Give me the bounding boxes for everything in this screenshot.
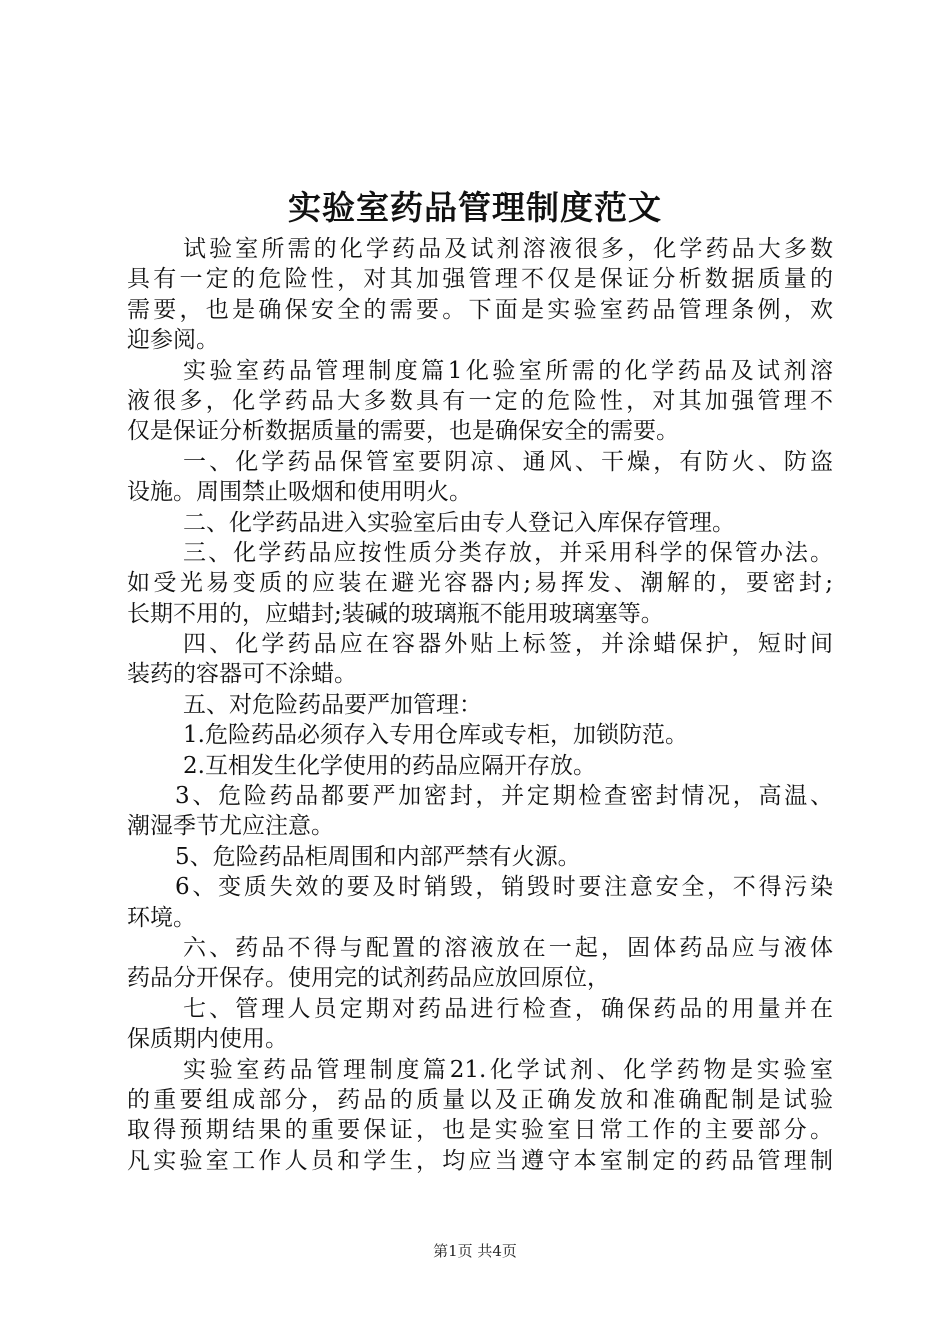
text-line: 实验室药品管理制度篇21.化学试剂、化学药物是实验室 [183, 1056, 833, 1083]
text-line: 三、化学药品应按性质分类存放，并采用科学的保管办法。 [183, 539, 833, 566]
text-line: 6、变质失效的要及时销毁，销毁时要注意安全，不得污染 [175, 874, 833, 901]
text-line: 长期不用的，应蜡封;装碱的玻璃瓶不能用玻璃塞等。 [127, 600, 664, 627]
text-line: 迎参阅。 [127, 327, 219, 354]
text-line: 四、化学药品应在容器外贴上标签，并涂蜡保护，短时间 [183, 631, 833, 658]
text-line: 环境。 [127, 904, 196, 931]
text-line: 五、对危险药品要严加管理： [183, 691, 482, 718]
text-line: 六、药品不得与配置的溶液放在一起，固体药品应与液体 [183, 934, 833, 961]
text-line: 七、管理人员定期对药品进行检查，确保药品的用量并在 [183, 995, 833, 1022]
document-body [127, 234, 833, 1176]
text-line: 2.互相发生化学使用的药品应隔开存放。 [183, 752, 596, 779]
text-line: 3、危险药品都要严加密封，并定期检查密封情况，高温、 [175, 783, 833, 810]
text-line: 设施。周围禁止吸烟和使用明火。 [127, 479, 472, 506]
text-line: 药品分开保存。使用完的试剂药品应放回原位， [127, 965, 610, 992]
text-line: 凡实验室工作人员和学生，均应当遵守本室制定的药品管理制 [127, 1147, 833, 1174]
page-footer: 第1页 共4页 [433, 1242, 517, 1260]
text-line: 一、化学药品保管室要阴凉、通风、干燥，有防火、防盗 [183, 448, 833, 475]
text-line: 试验室所需的化学药品及试剂溶液很多，化学药品大多数 [183, 236, 833, 262]
text-line: 潮湿季节尤应注意。 [127, 813, 334, 840]
text-line: 保质期内使用。 [127, 1026, 288, 1053]
text-line: 如受光易变质的应装在避光容器内;易挥发、潮解的，要密封; [127, 570, 833, 597]
text-line: 液很多，化学药品大多数具有一定的危险性，对其加强管理不 [127, 387, 833, 414]
text-line: 需要，也是确保安全的需要。下面是实验室药品管理条例，欢 [127, 296, 833, 323]
text-line: 的重要组成部分，药品的质量以及正确发放和准确配制是试验 [127, 1086, 833, 1113]
text-line: 二、化学药品进入实验室后由专人登记入库保存管理。 [183, 509, 735, 536]
document-title: 实验室药品管理制度范文 [288, 188, 662, 227]
text-line: 装药的容器可不涂蜡。 [127, 661, 357, 688]
text-line: 具有一定的危险性，对其加强管理不仅是保证分析数据质量的 [127, 266, 833, 293]
text-line: 取得预期结果的重要保证，也是实验室日常工作的主要部分。 [127, 1117, 833, 1144]
text-line: 仅是保证分析数据质量的需要，也是确保安全的需要。 [127, 418, 679, 445]
text-line: 5、危险药品柜周围和内部严禁有火源。 [175, 843, 581, 870]
text-line: 实验室药品管理制度篇1化验室所需的化学药品及试剂溶 [183, 357, 833, 384]
text-line: 1.危险药品必须存入专用仓库或专柜，加锁防范。 [183, 722, 688, 749]
